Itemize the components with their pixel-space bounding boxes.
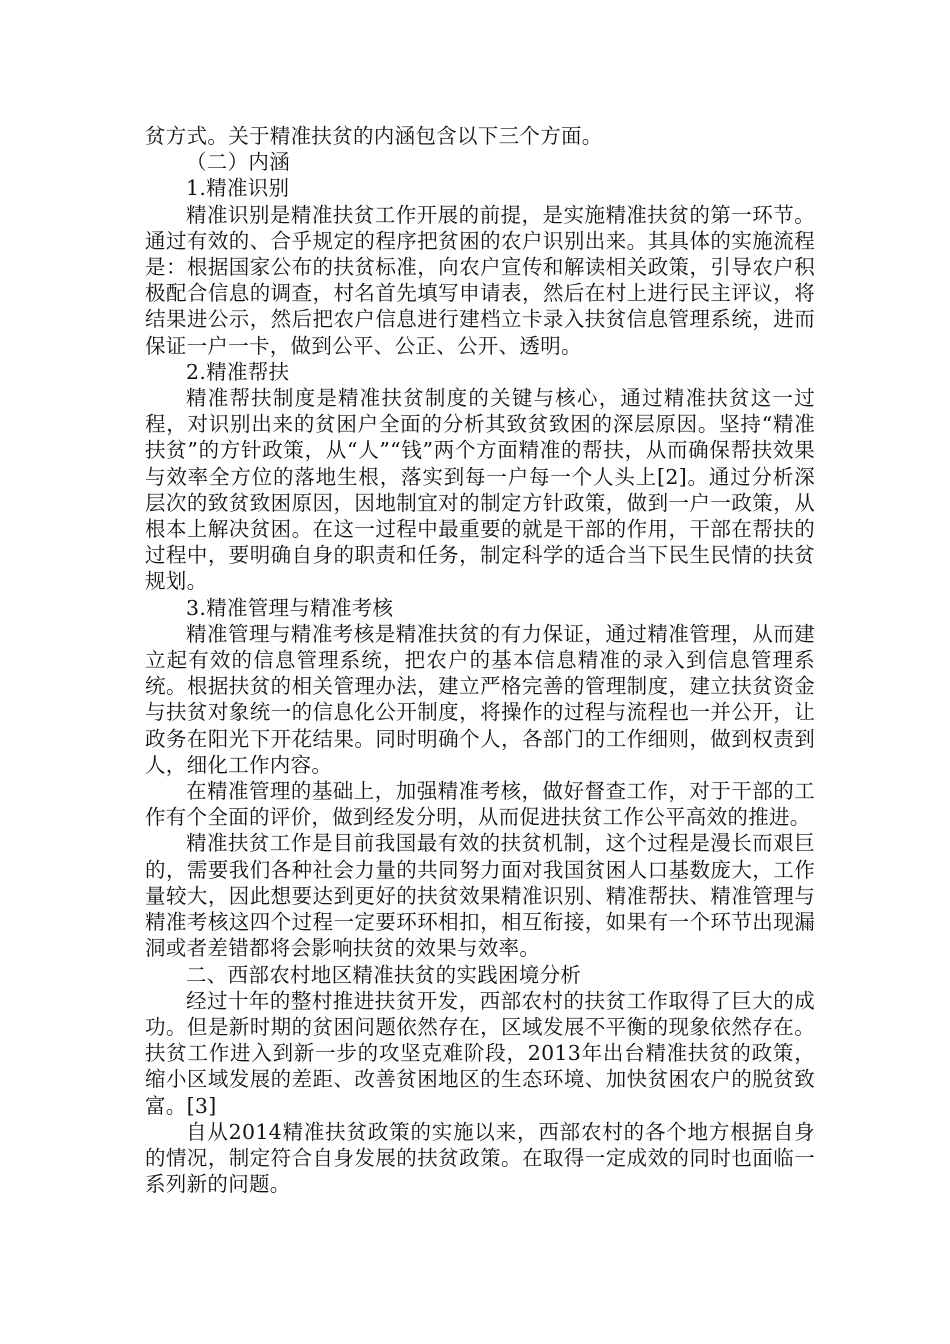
paragraph-since-2014: 自从2014精准扶贫政策的实施以来，西部农村的各个地方根据自身的情况，制定符合自身发展的扶贫政策。在取得一定成效的同时也面临一系列新的问题。 bbox=[145, 1119, 815, 1197]
paragraph-mechanism-summary: 精准扶贫工作是目前我国最有效的扶贫机制，这个过程是漫长而艰巨的，需要我们各种社会力量的共同努力面对我国贫困人口基数庞大，工作量较大，因此想要达到更好的扶贫效果精准识别、精准帮扶、精准管理与精准考核这四个过程一定要环环相扣，相互衔接，如果有一个环节出现漏洞或者差错都将会影响扶贫的效果与效率。 bbox=[145, 831, 815, 961]
paragraph-precise-assistance: 精准帮扶制度是精准扶贫制度的关键与核心，通过精准扶贫这一过程，对识别出来的贫困户全面的分析其致贫致困的深层原因。坚持“精准扶贫”的方针政策，从“人”“钱”两个方面精准的帮扶，从而确保帮扶效果与效率全方位的落地生根，落实到每一户每一个人头上[2]。通过分析深层次的致贫致困原因，因地制宜对的制定方针政策，做到一户一政策，从根本上解决贫困。在这一过程中最重要的就是干部的作用，干部在帮扶的过程中，要明确自身的职责和任务，制定科学的适合当下民生民情的扶贫规划。 bbox=[145, 386, 815, 594]
subheading-precise-identification: 1.精准识别 bbox=[186, 176, 290, 201]
paragraph-continuation: 贫方式。关于精准扶贫的内涵包含以下三个方面。 bbox=[145, 124, 603, 148]
paragraph-decade-progress: 经过十年的整村推进扶贫开发，西部农村的扶贫工作取得了巨大的成功。但是新时期的贫困问题依然存在，区域发展不平衡的现象依然存在。扶贫工作进入到新一步的攻坚克难阶段，2013年出台精准扶贫的政策，缩小区域发展的差距、改善贫困地区的生态环境、加快贫困农户的脱贫致富。[3] bbox=[145, 988, 815, 1118]
paragraph-precise-identification: 精准识别是精准扶贫工作开展的前提，是实施精准扶贫的第一环节。通过有效的、合乎规定的程序把贫困的农户识别出来。其具体的实施流程是：根据国家公布的扶贫标准，向农户宣传和解读相关政策，引导农户积极配合信息的调查，村名首先填写申请表，然后在村上进行民主评议，将结果进公示，然后把农户信息进行建档立卡录入扶贫信息管理系统，进而保证一户一卡，做到公平、公正、公开、透明。 bbox=[145, 202, 815, 358]
paragraph-management: 精准管理与精准考核是精准扶贫的有力保证，通过精准管理，从而建立起有效的信息管理系统，把农户的基本信息精准的录入到信息管理系统。根据扶贫的相关管理办法，建立严格完善的管理制度，建立扶贫资金与扶贫对象统一的信息化公开制度，将操作的过程与流程也一并公开，让政务在阳光下开花结果。同时明确个人，各部门的工作细则，做到权责到人，细化工作内容。 bbox=[145, 621, 815, 777]
section-heading-western-rural: 二、西部农村地区精准扶贫的实践困境分析 bbox=[186, 962, 582, 987]
section-heading-neihan: （二）内涵 bbox=[186, 150, 290, 175]
subheading-management-assessment: 3.精准管理与精准考核 bbox=[186, 595, 394, 620]
document-body bbox=[145, 123, 815, 1197]
subheading-precise-assistance: 2.精准帮扶 bbox=[186, 359, 290, 384]
paragraph-assessment: 在精准管理的基础上，加强精准考核，做好督查工作，对于干部的工作有个全面的评价，做到经发分明，从而促进扶贫工作公平高效的推进。 bbox=[145, 779, 815, 830]
